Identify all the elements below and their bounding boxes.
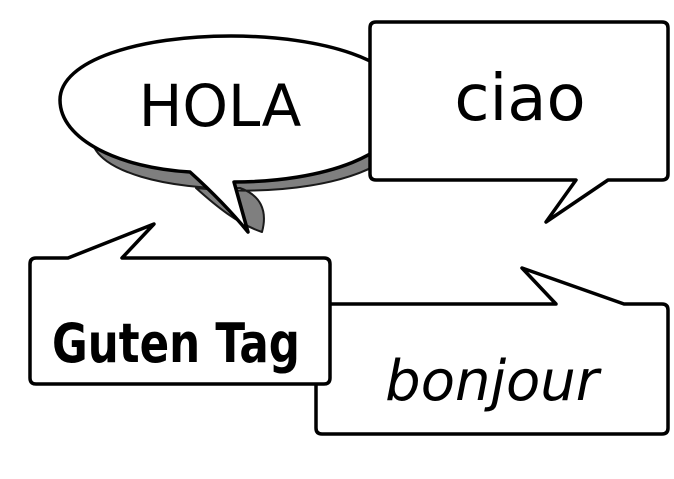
guten-tag-bubble bbox=[30, 224, 330, 384]
hola-bubble bbox=[60, 36, 414, 232]
guten-tag-text: Guten Tag bbox=[52, 312, 300, 375]
ciao-text: ciao bbox=[454, 62, 586, 136]
bonjour-text: bonjour bbox=[385, 349, 599, 414]
hola-text: HOLA bbox=[138, 72, 302, 140]
ciao-bubble bbox=[370, 22, 668, 222]
bonjour-bubble bbox=[316, 268, 668, 434]
